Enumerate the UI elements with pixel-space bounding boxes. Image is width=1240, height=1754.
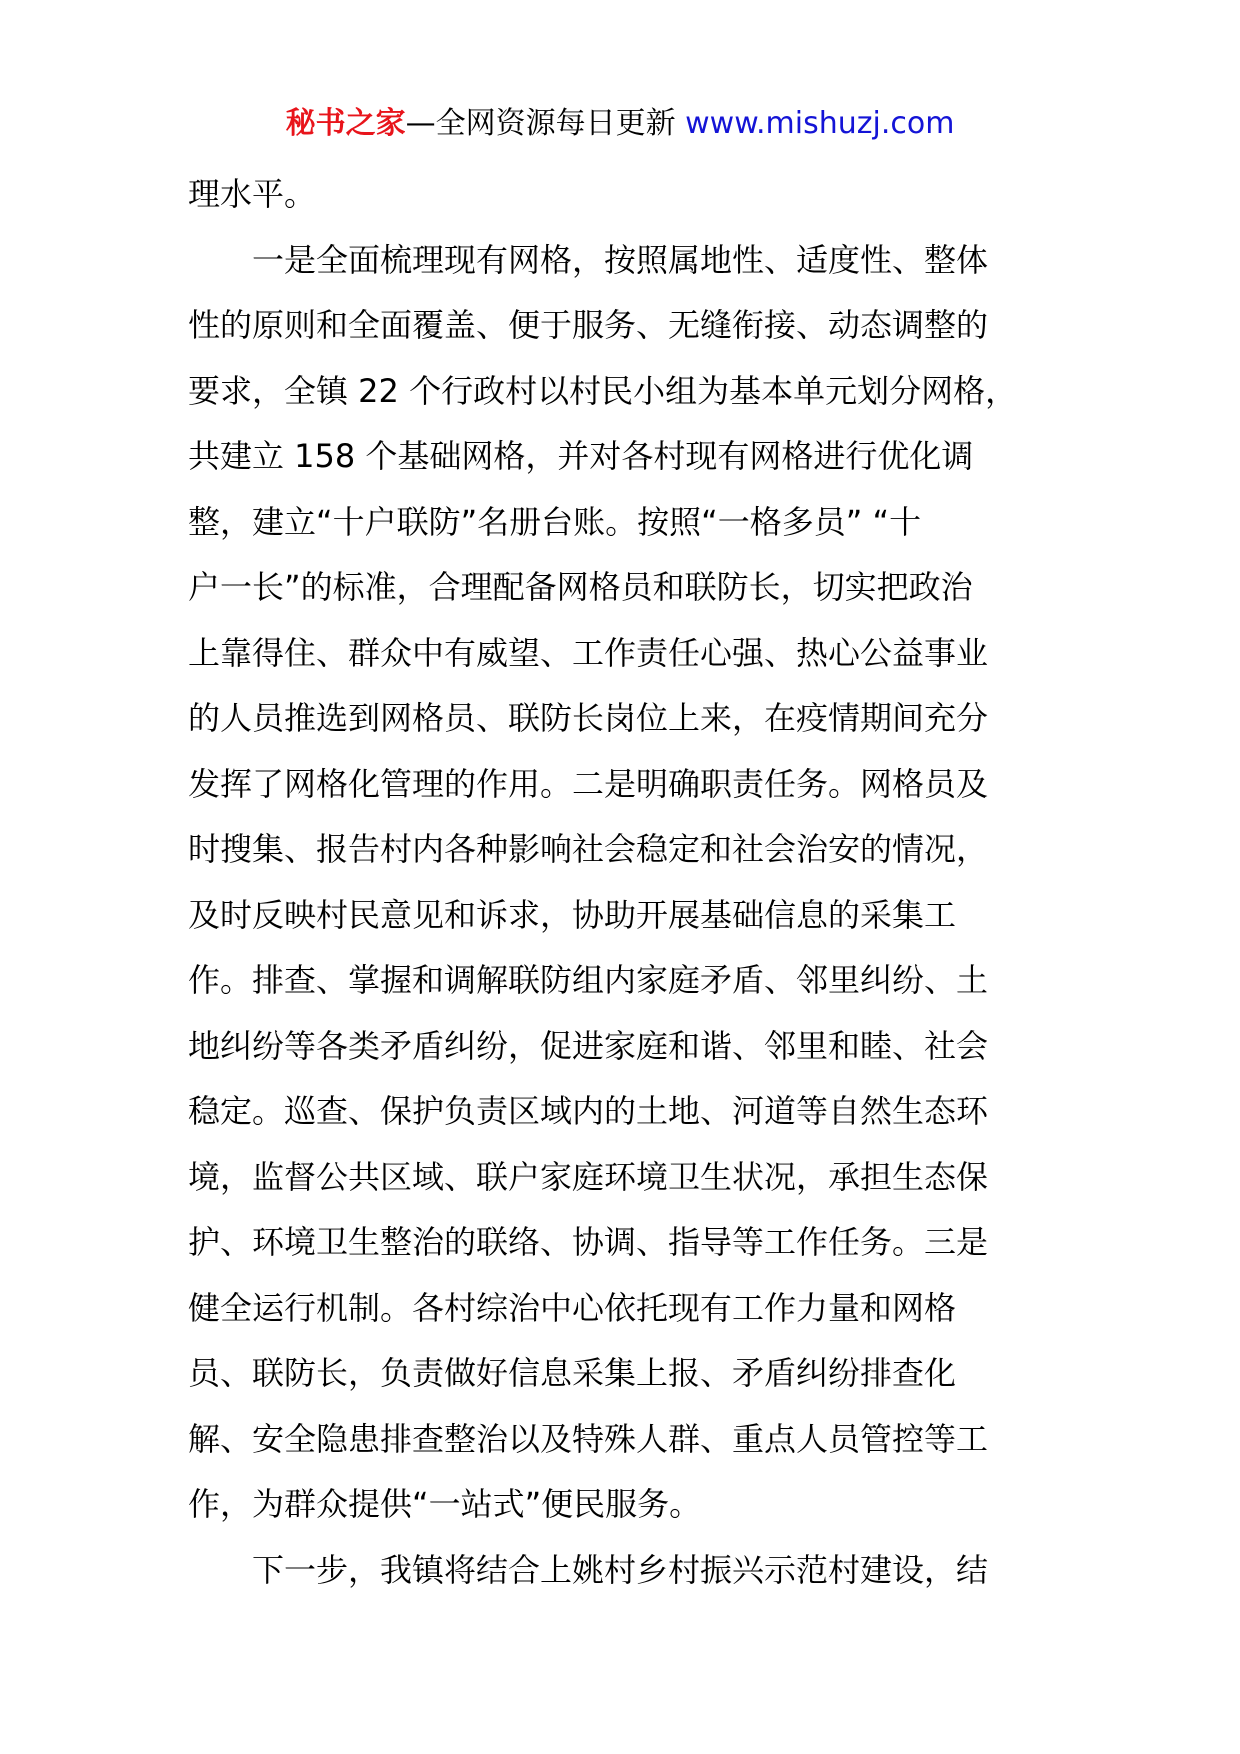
paragraph-start-line: 下一步，我镇将结合上姚村乡村振兴示范村建设，结 xyxy=(252,1550,989,1589)
header-tagline: —全网资源每日更新 xyxy=(405,106,686,141)
text-line: 稳定。巡查、保护负责区域内的土地、河道等自然生态环 xyxy=(188,1092,989,1130)
document-body xyxy=(188,162,1058,1603)
text-line: 及时反映村民意见和诉求，协助开展基础信息的采集工 xyxy=(188,895,957,934)
text-line: 发挥了网格化管理的作用。二是明确职责任务。网格员及 xyxy=(188,764,989,803)
text-line: 整，建立“十户联防”名册台账。按照“一格多员” “十 xyxy=(188,502,922,541)
text-line: 户一长”的标准，合理配备网格员和联防长，切实把政治 xyxy=(188,568,973,606)
brand-name: 秘书之家 xyxy=(285,106,406,141)
text-line: 作，为群众提供“一站式”便民服务。 xyxy=(188,1485,702,1523)
site-url-link[interactable]: www.mishuzj.com xyxy=(685,106,955,141)
text-line: 共建立 158 个基础网格，并对各村现有网格进行优化调 xyxy=(188,437,974,475)
text-line: 地纠纷等各类矛盾纠纷，促进家庭和谐、邻里和睦、社会 xyxy=(188,1026,989,1065)
page-header xyxy=(0,104,1240,144)
text-line: 理水平。 xyxy=(188,175,317,213)
text-line: 性的原则和全面覆盖、便于服务、无缝衔接、动态调整的 xyxy=(188,306,989,344)
text-line: 解、安全隐患排查整治以及特殊人群、重点人员管控等工 xyxy=(188,1419,989,1458)
paragraph-start-line: 一是全面梳理现有网格，按照属地性、适度性、整体 xyxy=(252,240,989,279)
text-line: 作。排查、掌握和调解联防组内家庭矛盾、邻里纠纷、土 xyxy=(188,961,989,999)
text-line: 时搜集、报告村内各种影响社会稳定和社会治安的情况， xyxy=(188,830,989,868)
text-line: 健全运行机制。各村综治中心依托现有工作力量和网格 xyxy=(188,1288,957,1327)
text-line: 境，监督公共区域、联户家庭环境卫生状况，承担生态保 xyxy=(188,1157,989,1196)
text-line: 的人员推选到网格员、联防长岗位上来，在疫情期间充分 xyxy=(188,699,989,737)
text-line: 上靠得住、群众中有威望、工作责任心强、热心公益事业 xyxy=(188,633,989,672)
text-line: 员、联防长，负责做好信息采集上报、矛盾纠纷排查化 xyxy=(188,1354,957,1392)
text-line: 护、环境卫生整治的联络、协调、指导等工作任务。三是 xyxy=(188,1223,989,1261)
text-line: 要求，全镇 22 个行政村以村民小组为基本单元划分网格， xyxy=(188,371,1018,410)
